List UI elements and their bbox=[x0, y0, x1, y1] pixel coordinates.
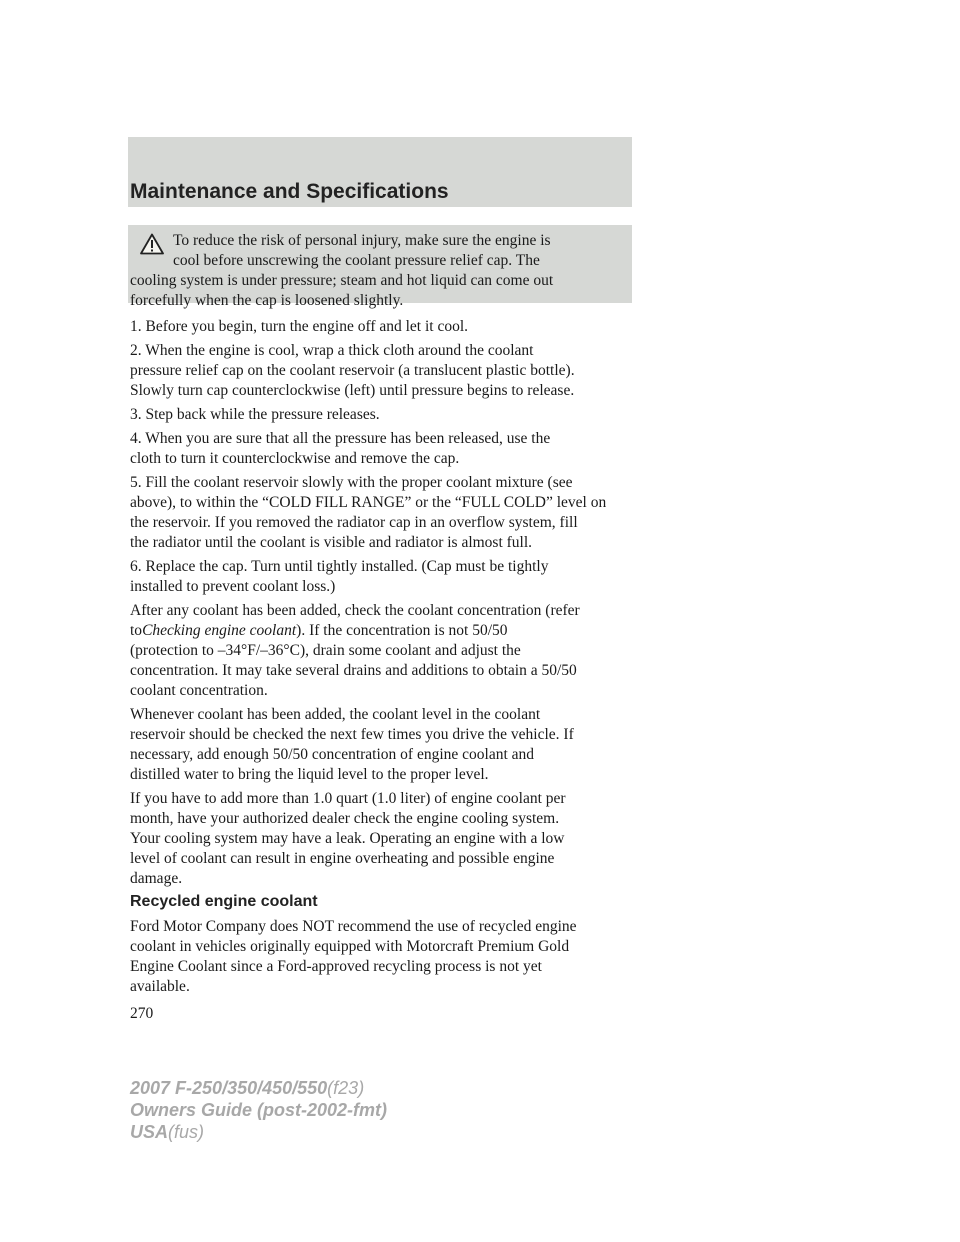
step-4-text: 4. When you are sure that all the pressure has been released, use the bbox=[130, 430, 551, 447]
warning-text-line: cooling system is under pressure; steam and hot liquid can come out bbox=[130, 272, 554, 289]
warning-text-line: To reduce the risk of personal injury, make sure the engine is bbox=[173, 232, 551, 249]
step-2-text: 2. When the engine is cool, wrap a thick cloth around the coolant bbox=[130, 342, 534, 359]
page-title: Maintenance and Specifications bbox=[130, 180, 449, 203]
step-1-text: 1. Before you begin, turn the engine off and let it cool. bbox=[130, 318, 469, 335]
warning-triangle-icon bbox=[140, 233, 164, 255]
footer-guide-line: Owners Guide (post-2002-fmt) bbox=[130, 1100, 388, 1120]
recycled-text-line: available. bbox=[130, 978, 190, 995]
paragraph-line: level of coolant can result in engine overheating and possible engine bbox=[130, 850, 555, 867]
step-5-text: the reservoir. If you removed the radiator cap in an overflow system, fill bbox=[130, 514, 578, 531]
warning-text-line: forcefully when the cap is loosened slightly. bbox=[130, 292, 404, 309]
step-2-text: Slowly turn cap counterclockwise (left) until pressure begins to release. bbox=[130, 382, 575, 399]
ref-prefix: to bbox=[130, 622, 143, 639]
ref-suffix: ). If the concentration is not 50/50 bbox=[296, 622, 508, 639]
cross-reference-line bbox=[130, 621, 508, 641]
paragraph-line: distilled water to bring the liquid level to the proper level. bbox=[130, 766, 489, 783]
footer-model: 2007 F-250/350/450/550 bbox=[130, 1078, 328, 1098]
paragraph-line: After any coolant has been added, check the coolant concentration (refer bbox=[130, 602, 580, 619]
paragraph-line: coolant concentration. bbox=[130, 682, 268, 699]
paragraph-line: If you have to add more than 1.0 quart (1.0 liter) of engine coolant per bbox=[130, 790, 566, 807]
footer-model-code: (f23) bbox=[327, 1078, 365, 1098]
paragraph-line: (protection to –34°F/–36°C), drain some coolant and adjust the bbox=[130, 642, 521, 659]
footer-region: USA bbox=[130, 1122, 169, 1142]
paragraph-line: damage. bbox=[130, 870, 183, 887]
step-5-text: above), to within the “COLD FILL RANGE” or the “FULL COLD” level on bbox=[130, 494, 607, 511]
step-3-text: 3. Step back while the pressure releases. bbox=[130, 406, 380, 423]
step-6-text: 6. Replace the cap. Turn until tightly installed. (Cap must be tightly bbox=[130, 558, 549, 575]
paragraph-line: necessary, add enough 50/50 concentration of engine coolant and bbox=[130, 746, 535, 763]
warning-text-line: cool before unscrewing the coolant pressure relief cap. The bbox=[173, 252, 540, 269]
recycled-text-line: Engine Coolant since a Ford-approved recycling process is not yet bbox=[130, 958, 542, 975]
step-2-text: pressure relief cap on the coolant reservoir (a translucent plastic bottle). bbox=[130, 362, 575, 379]
paragraph-line: Your cooling system may have a leak. Operating an engine with a low bbox=[130, 830, 565, 847]
paragraph-line: Whenever coolant has been added, the coolant level in the coolant bbox=[130, 706, 541, 723]
step-5-text: the radiator until the coolant is visible and radiator is almost full. bbox=[130, 534, 533, 551]
paragraph-line: month, have your authorized dealer check the engine cooling system. bbox=[130, 810, 560, 827]
step-6-text: installed to prevent coolant loss.) bbox=[130, 578, 336, 595]
section-heading: Recycled engine coolant bbox=[130, 893, 318, 910]
paragraph-line: concentration. It may take several drains and additions to obtain a 50/50 bbox=[130, 662, 577, 679]
footer-model-line bbox=[130, 1078, 364, 1099]
paragraph-line: reservoir should be checked the next few times you drive the vehicle. If bbox=[130, 726, 574, 743]
footer-region-code: (fus) bbox=[168, 1122, 205, 1142]
step-4-text: cloth to turn it counterclockwise and remove the cap. bbox=[130, 450, 460, 467]
recycled-text-line: coolant in vehicles originally equipped with Motorcraft Premium Gold bbox=[130, 938, 570, 955]
step-5-text: 5. Fill the coolant reservoir slowly with the proper coolant mixture (see bbox=[130, 474, 573, 491]
recycled-text-line: Ford Motor Company does NOT recommend the use of recycled engine bbox=[130, 918, 577, 935]
footer-region-line bbox=[130, 1122, 204, 1143]
cross-reference-link: Checking engine coolant bbox=[142, 622, 297, 639]
page-number: 270 bbox=[130, 1005, 154, 1022]
